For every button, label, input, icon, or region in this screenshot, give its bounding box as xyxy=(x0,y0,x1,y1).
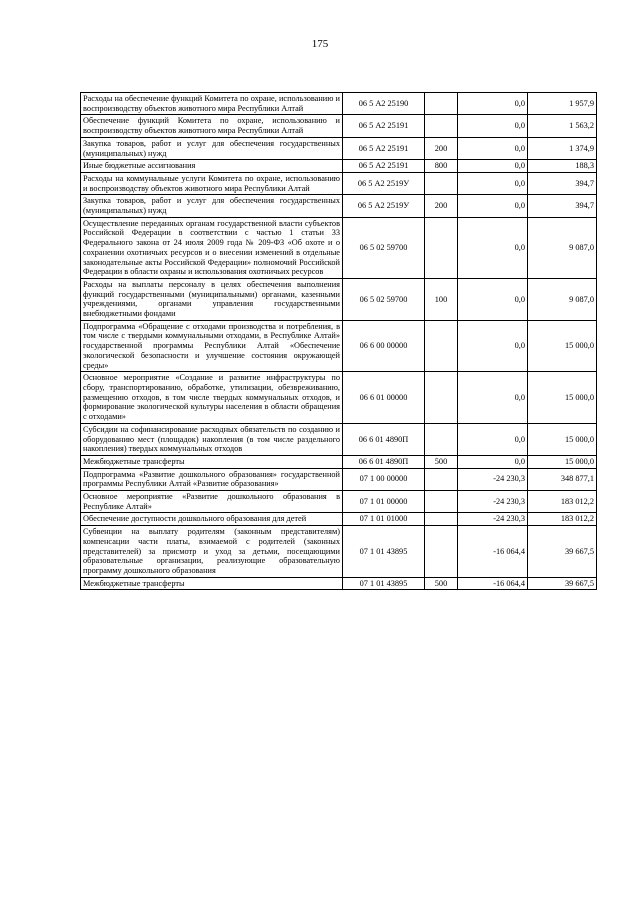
table-row xyxy=(81,320,597,372)
table-row xyxy=(81,455,597,468)
row-name-cell: Основное мероприятие «Создание и развитие инфраструктуры по сбору, транспортированию, обработке, утилизации, обезвреживанию, размещению отходов, в том числе твердых коммунальных отходов, и формирование экологической культуры населения в области обращения с отходами» xyxy=(81,372,343,424)
table-row xyxy=(81,137,597,159)
table-row xyxy=(81,115,597,137)
row-code-cell: 06 5 А2 25191 xyxy=(343,137,425,159)
budget-table-body xyxy=(81,93,597,590)
row-expense-type-cell xyxy=(425,468,458,490)
row-expense-type-cell xyxy=(425,172,458,194)
row-change-cell: 0,0 xyxy=(458,217,528,278)
table-row xyxy=(81,423,597,455)
row-expense-type-cell: 200 xyxy=(425,137,458,159)
row-code-cell: 07 1 01 43895 xyxy=(343,577,425,590)
row-total-cell: 1 374,9 xyxy=(528,137,597,159)
row-code-cell: 06 5 02 59700 xyxy=(343,217,425,278)
row-change-cell: 0,0 xyxy=(458,160,528,173)
table-row xyxy=(81,468,597,490)
row-change-cell: 0,0 xyxy=(458,455,528,468)
table-row xyxy=(81,513,597,526)
row-total-cell: 15 000,0 xyxy=(528,455,597,468)
row-total-cell: 394,7 xyxy=(528,195,597,217)
row-name-cell: Субсидии на софинансирование расходных обязательств по созданию и оборудованию мест (площадок) накопления (в том числе раздельного накопления) твердых коммунальных отходов xyxy=(81,423,343,455)
row-change-cell: 0,0 xyxy=(458,172,528,194)
table-row xyxy=(81,217,597,278)
page-number: 175 xyxy=(311,38,329,50)
row-change-cell: 0,0 xyxy=(458,278,528,320)
row-total-cell: 183 012,2 xyxy=(528,513,597,526)
row-name-cell: Межбюджетные трансферты xyxy=(81,577,343,590)
row-change-cell: 0,0 xyxy=(458,372,528,424)
row-total-cell: 348 877,1 xyxy=(528,468,597,490)
row-name-cell: Расходы на выплаты персоналу в целях обеспечения выполнения функций государственными (муниципальными) органами, казенными учреждениями, органами управления государственными внебюджетными фондами xyxy=(81,278,343,320)
row-total-cell: 39 667,5 xyxy=(528,577,597,590)
row-code-cell: 07 1 01 01000 xyxy=(343,513,425,526)
row-total-cell: 1 563,2 xyxy=(528,115,597,137)
row-expense-type-cell: 500 xyxy=(425,455,458,468)
row-total-cell: 1 957,9 xyxy=(528,93,597,115)
row-expense-type-cell xyxy=(425,513,458,526)
row-name-cell: Основное мероприятие «Развитие дошкольного образования в Республике Алтай» xyxy=(81,491,343,513)
row-change-cell: 0,0 xyxy=(458,195,528,217)
row-name-cell: Обеспечение доступности дошкольного образования для детей xyxy=(81,513,343,526)
row-name-cell: Расходы на коммунальные услуги Комитета по охране, использованию и воспроизводству объектов животного мира Республики Алтай xyxy=(81,172,343,194)
row-code-cell: 06 5 02 59700 xyxy=(343,278,425,320)
row-code-cell: 06 5 А2 2519У xyxy=(343,172,425,194)
row-expense-type-cell xyxy=(425,217,458,278)
table-row xyxy=(81,93,597,115)
row-name-cell: Субвенции на выплату родителям (законным представителям) компенсации части платы, взимаемой с родителей (законных представителей) за присмотр и уход за детьми, посещающими образовательные организации, реализующие образовательную программу дошкольного образования xyxy=(81,526,343,578)
row-change-cell: -16 064,4 xyxy=(458,526,528,578)
table-row xyxy=(81,372,597,424)
row-code-cell: 07 1 01 00000 xyxy=(343,491,425,513)
row-expense-type-cell: 800 xyxy=(425,160,458,173)
row-total-cell: 183 012,2 xyxy=(528,491,597,513)
row-name-cell: Закупка товаров, работ и услуг для обеспечения государственных (муниципальных) нужд xyxy=(81,195,343,217)
table-row xyxy=(81,491,597,513)
row-name-cell: Осуществление переданных органам государственной власти субъектов Российской Федерации в соответствии с частью 1 статьи 33 Федерального закона от 24 июля 2009 года № 209-ФЗ «Об охоте и о сохранении охотничьих ресурсов и о внесении изменений в отдельные законодательные акты Российской Федерации» полномочий Российской Федерации в области охраны и использования охотничьих ресурсов xyxy=(81,217,343,278)
row-expense-type-cell xyxy=(425,423,458,455)
row-name-cell: Межбюджетные трансферты xyxy=(81,455,343,468)
table-row xyxy=(81,160,597,173)
row-code-cell: 06 6 01 00000 xyxy=(343,372,425,424)
row-name-cell: Подпрограмма «Обращение с отходами производства и потребления, в том числе с твердыми коммунальными отходами, в Республике Алтай» государственной программы Республики Алтай «Обеспечение экологической безопасности и улучшение состояния окружающей среды» xyxy=(81,320,343,372)
row-change-cell: -24 230,3 xyxy=(458,491,528,513)
row-expense-type-cell xyxy=(425,93,458,115)
row-code-cell: 07 1 00 00000 xyxy=(343,468,425,490)
table-row xyxy=(81,526,597,578)
row-total-cell: 39 667,5 xyxy=(528,526,597,578)
row-change-cell: 0,0 xyxy=(458,137,528,159)
row-total-cell: 188,3 xyxy=(528,160,597,173)
row-code-cell: 06 5 А2 25191 xyxy=(343,115,425,137)
row-total-cell: 9 087,0 xyxy=(528,278,597,320)
row-code-cell: 07 1 01 43895 xyxy=(343,526,425,578)
table-row xyxy=(81,577,597,590)
row-code-cell: 06 5 А2 25191 xyxy=(343,160,425,173)
row-total-cell: 15 000,0 xyxy=(528,372,597,424)
row-expense-type-cell: 200 xyxy=(425,195,458,217)
row-expense-type-cell xyxy=(425,526,458,578)
row-change-cell: -24 230,3 xyxy=(458,513,528,526)
row-expense-type-cell: 500 xyxy=(425,577,458,590)
row-change-cell: 0,0 xyxy=(458,93,528,115)
row-code-cell: 06 6 01 4890П xyxy=(343,423,425,455)
row-code-cell: 06 6 01 4890П xyxy=(343,455,425,468)
row-change-cell: -24 230,3 xyxy=(458,468,528,490)
table-row xyxy=(81,172,597,194)
row-name-cell: Обеспечение функций Комитета по охране, использованию и воспроизводству объектов животного мира Республики Алтай xyxy=(81,115,343,137)
table-row xyxy=(81,278,597,320)
row-change-cell: 0,0 xyxy=(458,115,528,137)
row-name-cell: Иные бюджетные ассигнования xyxy=(81,160,343,173)
table-row xyxy=(81,195,597,217)
row-total-cell: 15 000,0 xyxy=(528,423,597,455)
row-expense-type-cell xyxy=(425,372,458,424)
row-code-cell: 06 6 00 00000 xyxy=(343,320,425,372)
row-code-cell: 06 5 А2 25190 xyxy=(343,93,425,115)
row-expense-type-cell: 100 xyxy=(425,278,458,320)
row-change-cell: -16 064,4 xyxy=(458,577,528,590)
row-total-cell: 394,7 xyxy=(528,172,597,194)
row-name-cell: Закупка товаров, работ и услуг для обеспечения государственных (муниципальных) нужд xyxy=(81,137,343,159)
row-expense-type-cell xyxy=(425,115,458,137)
row-expense-type-cell xyxy=(425,320,458,372)
row-name-cell: Подпрограмма «Развитие дошкольного образования» государственной программы Республики Алтай «Развитие образования» xyxy=(81,468,343,490)
row-expense-type-cell xyxy=(425,491,458,513)
row-change-cell: 0,0 xyxy=(458,320,528,372)
row-total-cell: 9 087,0 xyxy=(528,217,597,278)
row-change-cell: 0,0 xyxy=(458,423,528,455)
budget-table xyxy=(80,92,597,590)
row-code-cell: 06 5 А2 2519У xyxy=(343,195,425,217)
row-total-cell: 15 000,0 xyxy=(528,320,597,372)
row-name-cell: Расходы на обеспечение функций Комитета по охране, использованию и воспроизводству объектов животного мира Республики Алтай xyxy=(81,93,343,115)
